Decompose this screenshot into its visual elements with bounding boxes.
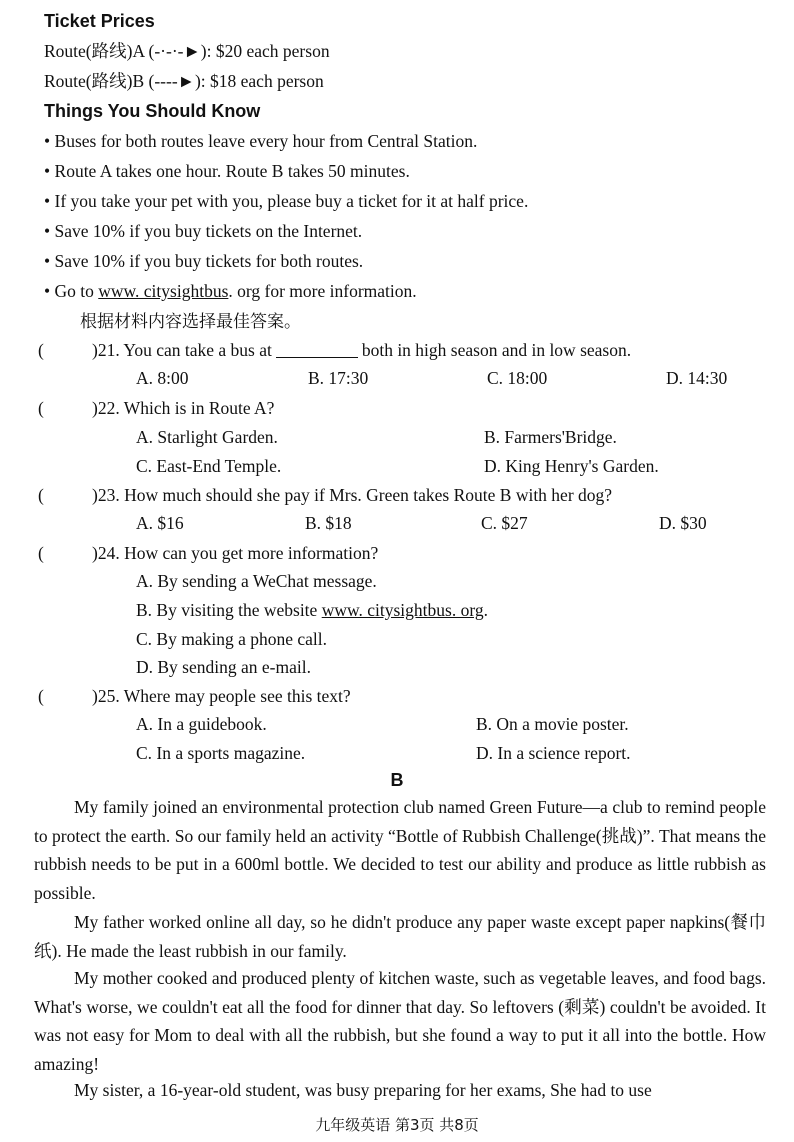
option[interactable]: A. $16 [136,513,184,533]
bullet-item: • Save 10% if you buy tickets on the Internet. [44,221,363,241]
bullet-item: • Go to www. citysightbus. org for more information. [44,281,417,301]
bullet-item: • Route A takes one hour. Route B takes 50 minutes. [44,161,410,181]
question-21: )21. You can take a bus at both in high season and in low season. [92,340,632,360]
section-heading: B [390,770,404,790]
option[interactable]: D. By sending an e-mail. [136,657,311,677]
question-25: )25. Where may people see this text? [92,686,351,706]
things-heading: Things You Should Know [44,101,261,121]
answer-paren[interactable]: ( [38,340,44,360]
website-link[interactable]: www. citysightbus. org [321,600,484,620]
passage-paragraph: My mother cooked and produced plenty of kitchen waste, such as vegetable leaves, and food bags. What's worse, we couldn't eat all the food for dinner that day. So leftovers (剩菜) couldn't be avoided. It was not easy for Mom to deal with all the rubbish, but she found a way to put it all into the bottle. How amazing! [34,968,766,1074]
answer-paren[interactable]: ( [38,686,44,706]
bullet-icon: • [44,131,55,151]
answer-blank[interactable] [276,339,358,358]
option[interactable]: A. By sending a WeChat message. [136,571,377,591]
bullet-icon: • [44,281,55,301]
option[interactable]: B. Farmers'Bridge. [484,427,617,447]
bullet-item: • Buses for both routes leave every hour from Central Station. [44,131,478,151]
option[interactable]: D. King Henry's Garden. [484,456,659,476]
option[interactable]: C. In a sports magazine. [136,743,306,763]
bullet-icon: • [44,251,55,271]
bullet-icon: • [44,221,55,241]
question-22: )22. Which is in Route A? [92,398,275,418]
option[interactable]: B. $18 [305,513,352,533]
option[interactable]: B. 17:30 [308,368,369,388]
option[interactable]: B. On a movie poster. [476,714,629,734]
option[interactable]: A. Starlight Garden. [136,427,278,447]
passage-paragraph: My sister, a 16-year-old student, was busy preparing for her exams, She had to use [74,1080,652,1100]
option[interactable]: C. By making a phone call. [136,629,328,649]
option[interactable]: D. In a science report. [476,743,631,763]
bullet-item: • If you take your pet with you, please buy a ticket for it at half price. [44,191,529,211]
bullet-icon: • [44,191,55,211]
page-footer: 九年级英语 第3页 共8页 [315,1116,479,1134]
option[interactable]: C. $27 [481,513,528,533]
route-a-price: Route(路线)A (-·-·-►): $20 each person [44,41,330,61]
question-23: )23. How much should she pay if Mrs. Green takes Route B with her dog? [92,485,613,505]
passage-paragraph: My family joined an environmental protection club named Green Future—a club to remind people to protect the earth. So our family held an activity “Bottle of Rubbish Challenge(挑战)”. That means the rubbish needs to be put in a 600ml bottle. We decided to test our ability and produce as little rubbish as possible. [34,797,766,903]
option[interactable]: A. 8:00 [136,368,189,388]
bullet-item: • Save 10% if you buy tickets for both routes. [44,251,364,271]
answer-paren[interactable]: ( [38,398,44,418]
option[interactable]: A. In a guidebook. [136,714,267,734]
question-24: )24. How can you get more information? [92,543,379,563]
instruction: 根据材料内容选择最佳答案。 [80,312,301,332]
answer-paren[interactable]: ( [38,485,44,505]
bullet-icon: • [44,161,55,181]
answer-paren[interactable]: ( [38,543,44,563]
option[interactable]: D. $30 [659,513,707,533]
ticket-prices-heading: Ticket Prices [44,11,155,31]
route-b-price: Route(路线)B (----►): $18 each person [44,71,324,91]
option[interactable]: B. By visiting the website www. citysightbus. org. [136,600,488,620]
website-link[interactable]: www. citysightbus [98,281,229,301]
passage-paragraph: My father worked online all day, so he didn't produce any paper waste except paper napkins(餐巾纸). He made the least rubbish in our family. [34,912,766,961]
option[interactable]: C. East-End Temple. [136,456,282,476]
option[interactable]: C. 18:00 [487,368,548,388]
option[interactable]: D. 14:30 [666,368,728,388]
